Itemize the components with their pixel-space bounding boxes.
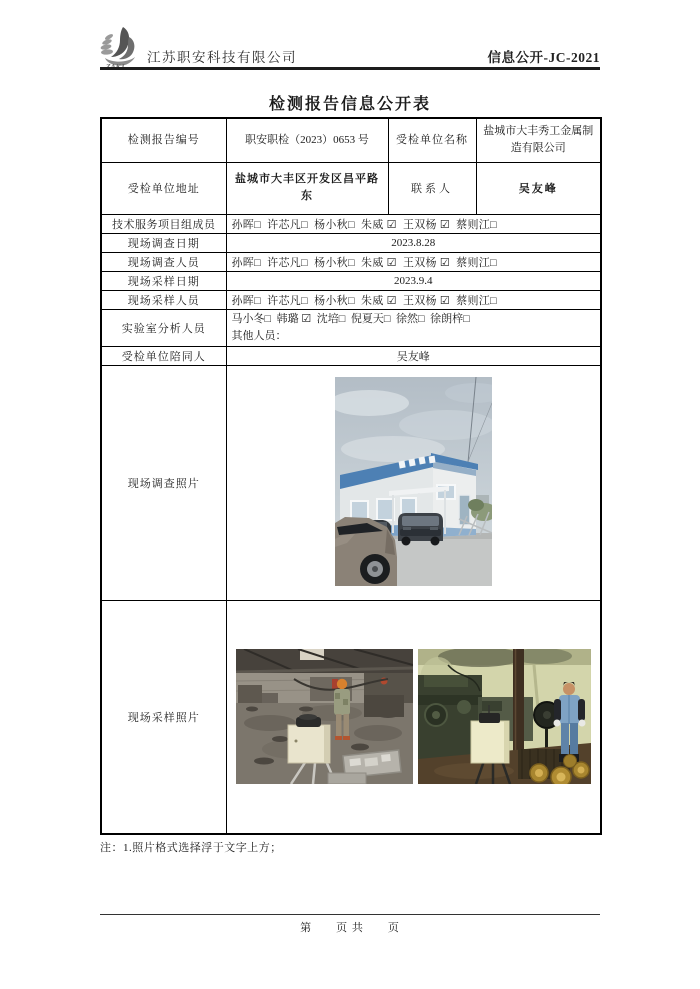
report-info-table bbox=[100, 117, 602, 835]
lab-staff-line1: 马小冬□ 韩璐 ☑ 沈培□ 倪夏天□ 徐然□ 徐朗梓□ bbox=[231, 312, 470, 325]
unit-name-value: 盐城市大丰秀工金属制造有限公司 bbox=[476, 118, 601, 162]
sampling-photo-foundry bbox=[236, 649, 413, 784]
sampling-staff-label: 现场采样人员 bbox=[101, 290, 226, 309]
table-row bbox=[101, 233, 601, 252]
table-row bbox=[101, 600, 601, 834]
doc-code: 信息公开-JC-2021 bbox=[487, 50, 600, 65]
escort-label: 受检单位陪同人 bbox=[101, 346, 226, 365]
company-name: 江苏职安科技有限公司 bbox=[147, 50, 297, 65]
table-row bbox=[101, 118, 601, 162]
table-row bbox=[101, 271, 601, 290]
table-row bbox=[101, 162, 601, 214]
sampling-photo-label: 现场采样照片 bbox=[101, 600, 226, 834]
sampling-photo-cell bbox=[226, 600, 601, 834]
table-row bbox=[101, 290, 601, 309]
page-title: 检测报告信息公开表 bbox=[268, 96, 431, 113]
escort-value: 吴友峰 bbox=[226, 346, 601, 365]
contact-value: 吴友峰 bbox=[476, 162, 601, 214]
address-label: 受检单位地址 bbox=[101, 162, 226, 214]
sampling-photo-lathe bbox=[418, 649, 591, 784]
table-row bbox=[101, 309, 601, 346]
survey-staff-label: 现场调查人员 bbox=[101, 252, 226, 271]
company-logo bbox=[99, 25, 143, 71]
contact-label: 联系人 bbox=[388, 162, 476, 214]
table-row bbox=[101, 365, 601, 600]
sampling-date-value: 2023.9.4 bbox=[226, 271, 601, 290]
team-members-value: 孙晖□ 许芯凡□ 杨小秋□ 朱威 ☑ 王双杨 ☑ 蔡则江□ bbox=[226, 214, 601, 233]
survey-photo bbox=[335, 377, 492, 586]
lab-staff-line2: 其他人员： bbox=[231, 329, 287, 342]
footer-rule bbox=[100, 914, 600, 915]
survey-photo-cell bbox=[226, 365, 601, 600]
sampling-staff-value: 孙晖□ 许芯凡□ 杨小秋□ 朱威 ☑ 王双杨 ☑ 蔡则江□ bbox=[226, 290, 601, 309]
survey-date-value: 2023.8.28 bbox=[226, 233, 601, 252]
lab-staff-value bbox=[226, 309, 601, 346]
report-no-value: 职安职检（2023）0653 号 bbox=[226, 118, 388, 162]
lab-staff-label: 实验室分析人员 bbox=[101, 309, 226, 346]
page-number-line: 第 页 共 页 bbox=[300, 922, 400, 934]
survey-photo-label: 现场调查照片 bbox=[101, 365, 226, 600]
footnote: 注：1.照片格式选择浮于文字上方； bbox=[100, 842, 282, 854]
unit-name-label: 受检单位名称 bbox=[388, 118, 476, 162]
survey-staff-value: 孙晖□ 许芯凡□ 杨小秋□ 朱威 ☑ 王双杨 ☑ 蔡则江□ bbox=[226, 252, 601, 271]
sampling-date-label: 现场采样日期 bbox=[101, 271, 226, 290]
survey-date-label: 现场调查日期 bbox=[101, 233, 226, 252]
table-row bbox=[101, 214, 601, 233]
table-row bbox=[101, 346, 601, 365]
team-members-label: 技术服务项目组成员 bbox=[101, 214, 226, 233]
header-divider bbox=[100, 67, 600, 70]
report-no-label: 检测报告编号 bbox=[101, 118, 226, 162]
address-value: 盐城市大丰区开发区昌平路东 bbox=[226, 162, 388, 214]
table-row bbox=[101, 252, 601, 271]
